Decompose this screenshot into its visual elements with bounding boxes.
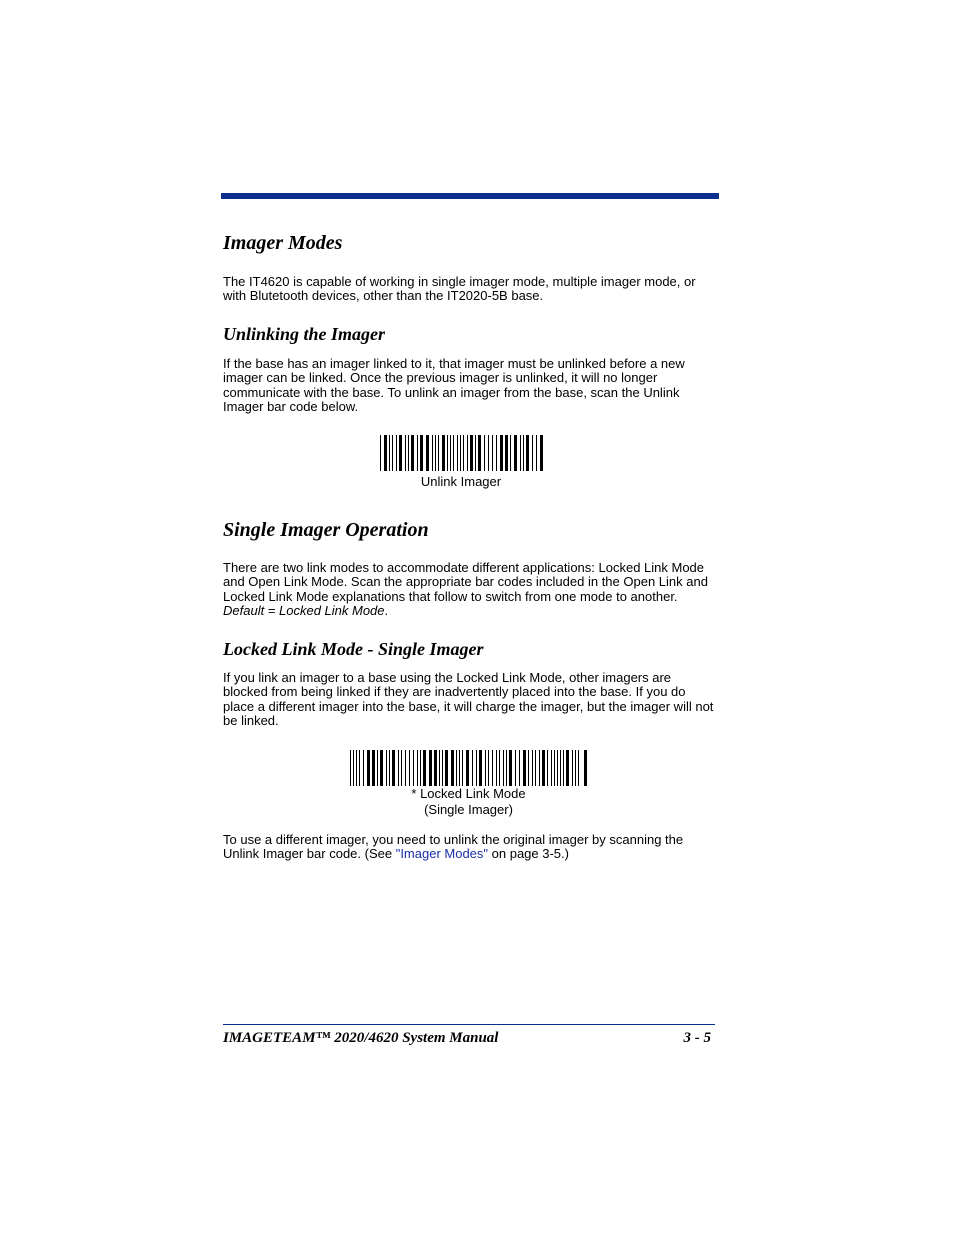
single-imager-body: There are two link modes to accommodate different applications: Locked Link Mode and Open Link Mode. Scan the appropriate bar codes included in the Open Link and Locked Link Mode explanations that follow to switch from one mode to another. (223, 560, 708, 604)
different-imager-text: To use a different imager, you need to unlink the original imager by scanning the Unlink Imager bar code. (See (223, 832, 684, 862)
unlink-imager-barcode[interactable] (380, 435, 543, 471)
footer-page-number: 3 - 5 (683, 1030, 711, 1046)
default-note: Default = Locked Link Mode (223, 602, 385, 618)
locked-link-mode-barcode[interactable] (350, 750, 587, 786)
section-title-locked-link-mode: Locked Link Mode - Single Imager (223, 639, 484, 659)
section-title-imager-modes: Imager Modes (223, 232, 343, 254)
footer-manual-title: IMAGETEAM™ 2020/4620 System Manual (223, 1030, 499, 1046)
imager-modes-link[interactable]: "Imager Modes" (395, 846, 489, 862)
section-title-single-imager-operation: Single Imager Operation (223, 519, 429, 541)
section-title-unlinking: Unlinking the Imager (223, 324, 386, 344)
locked-link-caption-line1: * Locked Link Mode (411, 786, 526, 801)
header-rule (221, 193, 719, 199)
locked-link-caption (350, 786, 587, 817)
default-note-end: . (384, 602, 389, 618)
imager-modes-paragraph: The IT4620 is capable of working in single imager mode, multiple imager mode, or with Blutetooth devices, other than the IT2020-5B base. (223, 274, 696, 304)
footer-rule (223, 1024, 715, 1025)
locked-link-paragraph: If you link an imager to a base using the Locked Link Mode, other imagers are blocked from being linked if they are inadvertently placed into the base. If you do place a different imager into the base, it will charge the imager, but the imager will not be linked. (223, 670, 714, 728)
unlinking-paragraph: If the base has an imager linked to it, that imager must be unlinked before a new imager can be linked. Once the previous imager is unlinked, it will no longer communicate with the base. To unlink an imager from the base, scan the Unlink Imager bar code below. (223, 356, 685, 414)
single-imager-paragraph (223, 561, 719, 618)
unlink-imager-caption: Unlink Imager (420, 474, 502, 489)
locked-link-caption-line2: (Single Imager) (424, 801, 513, 817)
different-imager-text-end: on page 3-5.) (488, 846, 569, 862)
different-imager-paragraph (223, 833, 719, 862)
